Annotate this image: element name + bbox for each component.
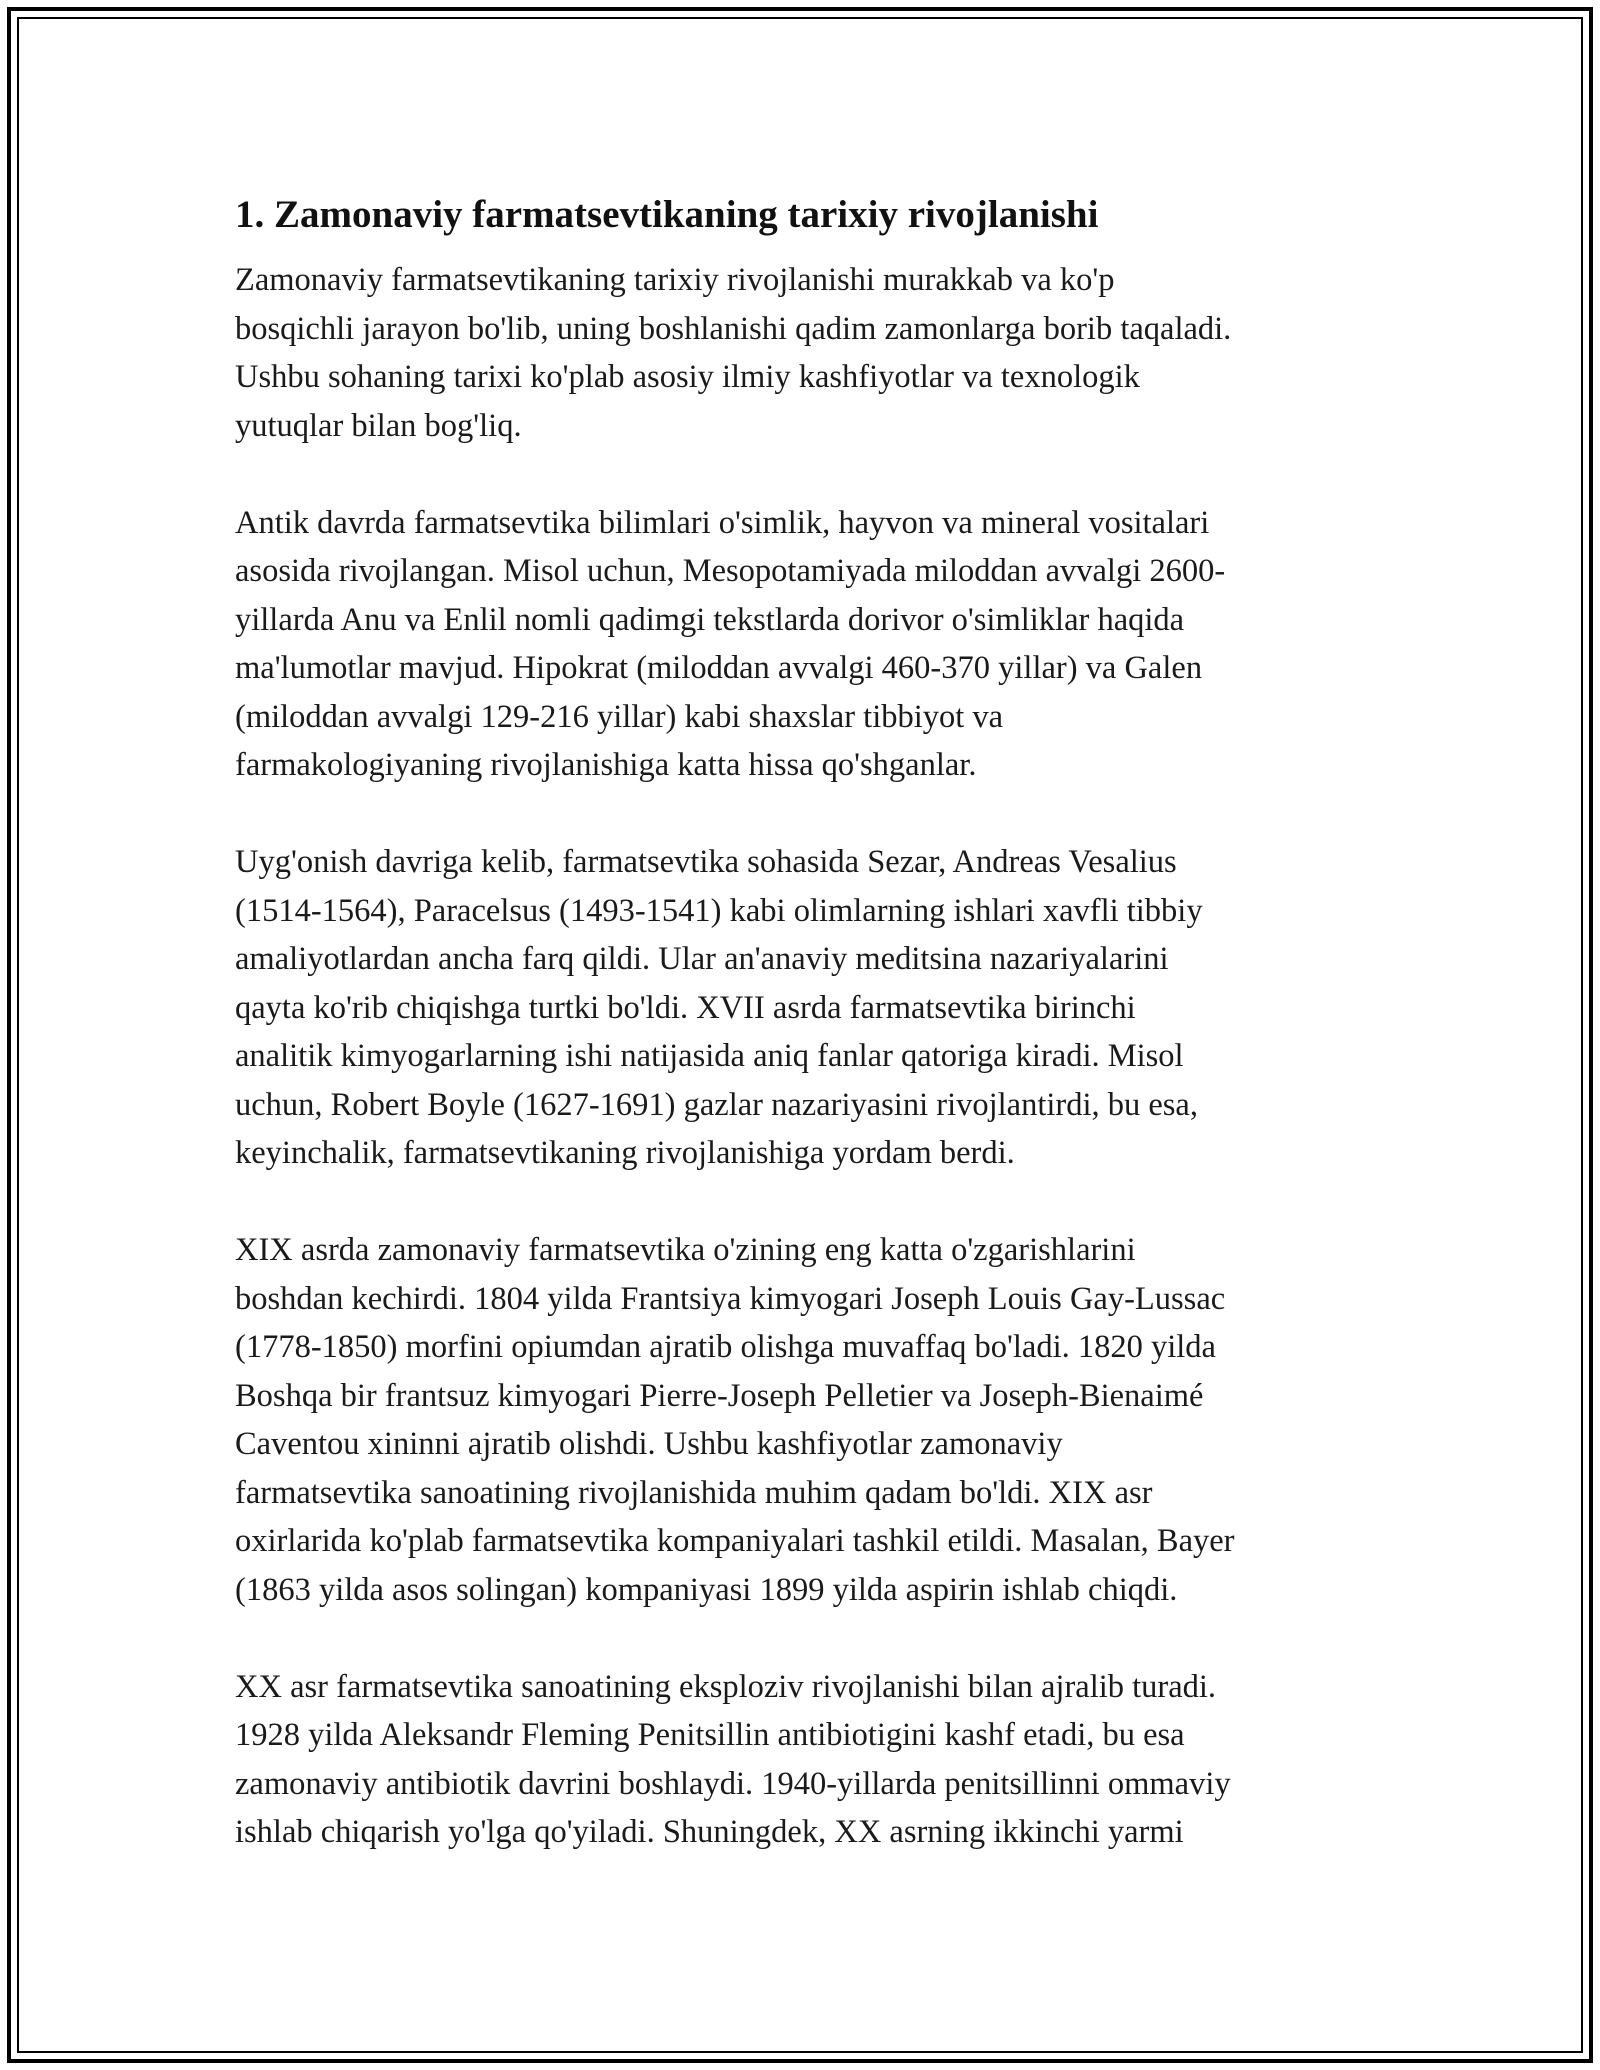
paragraph-intro	[235, 256, 1365, 450]
text-line: bosqichli jarayon bo'lib, uning boshlanishi qadim zamonlarga borib taqaladi.	[235, 310, 1232, 347]
text-line: yutuqlar bilan bog'liq.	[235, 407, 522, 444]
text-line: Caventou xininni ajratib olishdi. Ushbu kashfiyotlar zamonaviy	[235, 1426, 1063, 1462]
text-line: oxirlarida ko'plab farmatsevtika kompaniyalari tashkil etildi. Masalan, Bayer	[235, 1523, 1235, 1559]
text-line: analitik kimyogarlarning ishi natijasida aniq fanlar qatoriga kiradi. Misol	[235, 1038, 1184, 1074]
text-line: Ushbu sohaning tarixi ko'plab asosiy ilmiy kashfiyotlar va texnologik	[235, 359, 1140, 395]
text-line: (1863 yilda asos solingan) kompaniyasi 1899 yilda aspirin ishlab chiqdi.	[235, 1571, 1178, 1608]
text-line: Uyg'onish davriga kelib, farmatsevtika sohasida Sezar, Andreas Vesalius	[235, 844, 1177, 880]
text-line: amaliyotlardan ancha farq qildi. Ular an'anaviy meditsina nazariyalarini	[235, 941, 1169, 977]
text-line: (1778-1850) morfini opiumdan ajratib olishga muvaffaq bo'ladi. 1820 yilda	[235, 1329, 1216, 1365]
text-line: ishlab chiqarish yo'lga qo'yiladi. Shuningdek, XX asrning ikkinchi yarmi	[235, 1814, 1184, 1850]
text-line: ma'lumotlar mavjud. Hipokrat (miloddan avvalgi 460-370 yillar) va Galen	[235, 650, 1203, 686]
text-line: farmatsevtika sanoatining rivojlanishida muhim qadam bo'ldi. XIX asr	[235, 1474, 1153, 1511]
text-line: Antik davrda farmatsevtika bilimlari o'simlik, hayvon va mineral vositalari	[235, 504, 1210, 541]
document-body	[235, 182, 1365, 1905]
text-line: uchun, Robert Boyle (1627-1691) gazlar nazariyasini rivojlantirdi, bu esa,	[235, 1086, 1198, 1123]
paragraph-20th-century	[235, 1663, 1365, 1857]
text-line: XX asr farmatsevtika sanoatining eksploziv rivojlanishi bilan ajralib turadi.	[235, 1668, 1217, 1705]
text-line: Boshqa bir frantsuz kimyogari Pierre-Joseph Pelletier va Joseph-Bienaimé	[235, 1377, 1204, 1414]
text-line: zamonaviy antibiotik davrini boshlaydi. 1940-yillarda penitsillinni ommaviy	[235, 1765, 1231, 1802]
text-line: boshdan kechirdi. 1804 yilda Frantsiya kimyogari Joseph Louis Gay-Lussac	[235, 1280, 1226, 1317]
text-line: (miloddan avvalgi 129-216 yillar) kabi shaxslar tibbiyot va	[235, 698, 1004, 735]
text-line: 1928 yilda Aleksandr Fleming Penitsillin antibiotigini kashf etadi, bu esa	[235, 1717, 1185, 1753]
paragraph-19th-century	[235, 1226, 1365, 1614]
text-line: XIX asrda zamonaviy farmatsevtika o'zining eng katta o'zgarishlarini	[235, 1232, 1136, 1268]
text-line: keyinchalik, farmatsevtikaning rivojlanishiga yordam berdi.	[235, 1135, 1015, 1171]
text-line: (1514-1564), Paracelsus (1493-1541) kabi olimlarning ishlari xavfli tibbiy	[235, 892, 1203, 929]
paragraph-renaissance	[235, 838, 1365, 1178]
text-line: asosida rivojlangan. Misol uchun, Mesopotamiyada miloddan avvalgi 2600-	[235, 553, 1226, 589]
text-line: qayta ko'rib chiqishga turtki bo'ldi. XVII asrda farmatsevtika birinchi	[235, 989, 1136, 1026]
text-line: farmakologiyaning rivojlanishiga katta hissa qo'shganlar.	[235, 747, 977, 783]
paragraph-antiquity	[235, 499, 1365, 790]
text-line: yillarda Anu va Enlil nomli qadimgi tekstlarda dorivor o'simliklar haqida	[235, 601, 1185, 638]
text-line: Zamonaviy farmatsevtikaning tarixiy rivojlanishi murakkab va ko'p	[235, 262, 1115, 298]
section-heading: 1. Zamonaviy farmatsevtikaning tarixiy rivojlanishi	[235, 193, 1099, 236]
